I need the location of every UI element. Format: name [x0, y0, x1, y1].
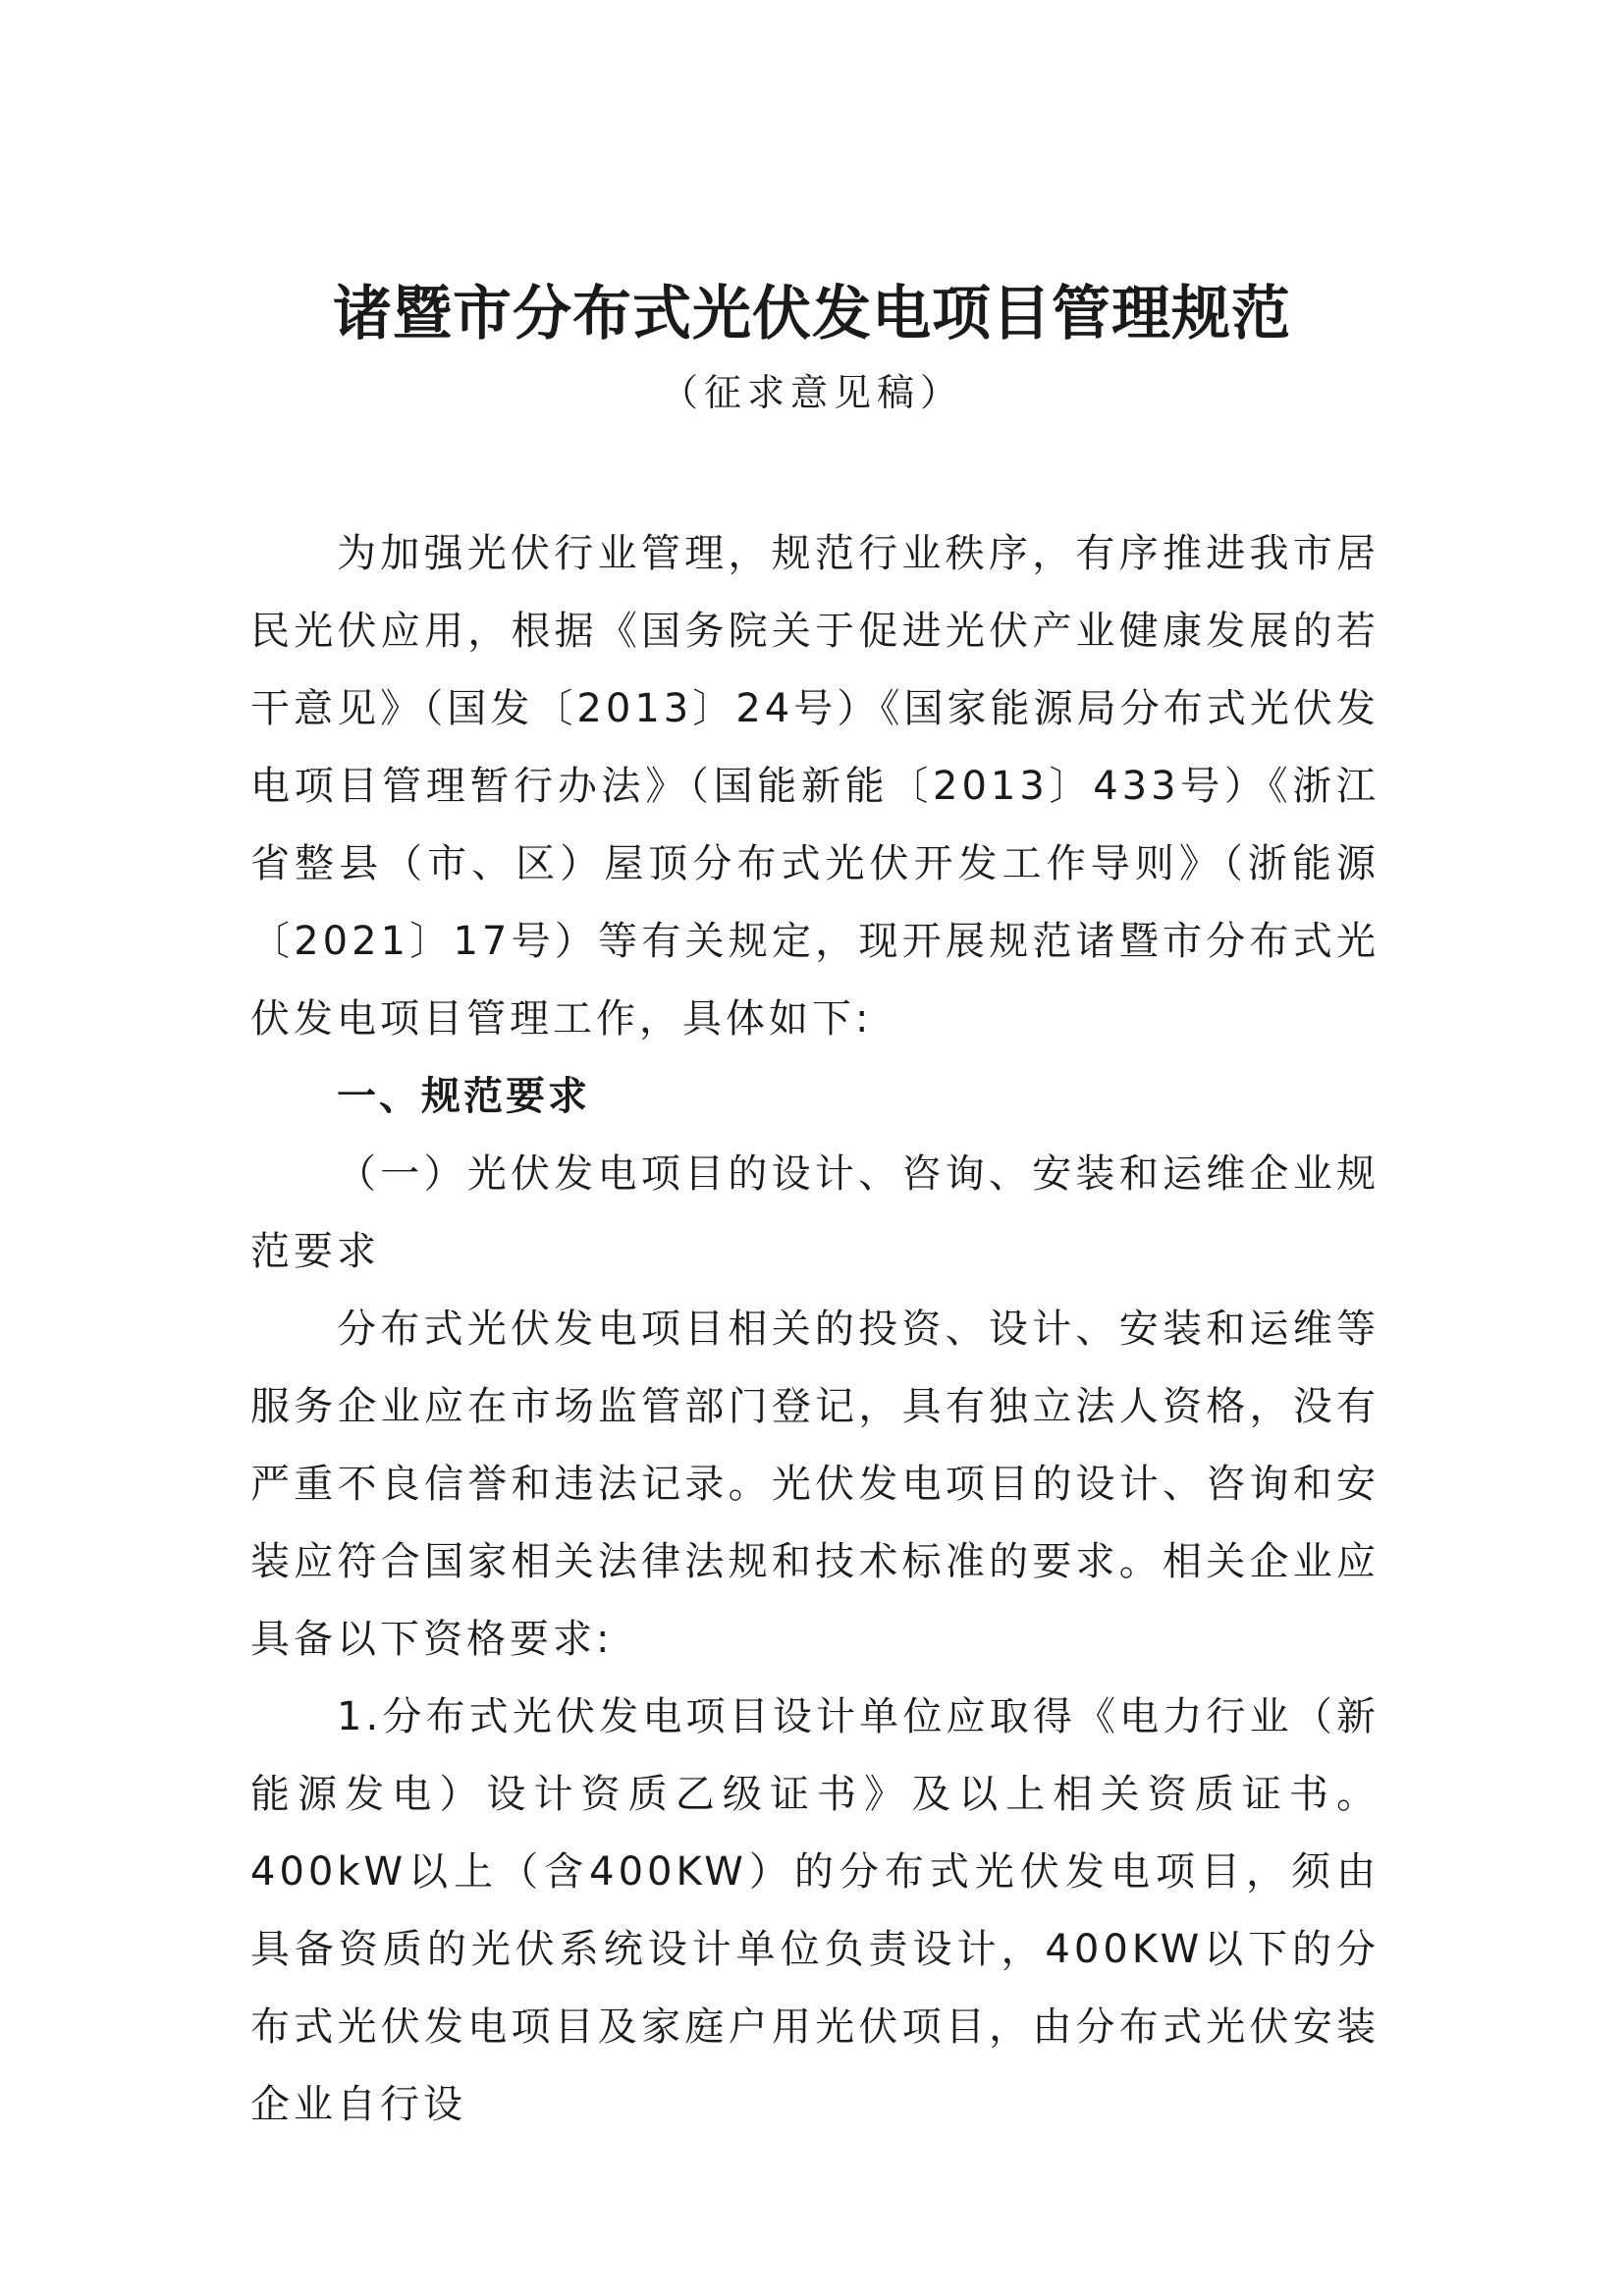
section-heading-1: 一、规范要求	[337, 1074, 590, 1119]
body-paragraph-1: 分布式光伏发电项目相关的投资、设计、安装和运维等服务企业应在市场监管部门登记，具有独立法人资格，没有严重不良信誉和违法记录。光伏发电项目的设计、咨询和安装应符合国家相关法律法规和技术标准的要求。相关企业应具备以下资格要求:	[250, 1307, 1380, 1662]
document-body	[250, 515, 1380, 2144]
subsection-heading-1: （一）光伏发电项目的设计、咨询、安装和运维企业规范要求	[250, 1151, 1380, 1274]
intro-paragraph: 为加强光伏行业管理，规范行业秩序，有序推进我市居民光伏应用，根据《国务院关于促进光伏产业健康发展的若干意见》（国发〔2013〕24号）《国家能源局分布式光伏发电项目管理暂行办法》（国能新能〔2013〕433号）《浙江省整县（市、区）屋顶分布式光伏开发工作导则》（浙能源〔2021〕17号）等有关规定，现开展规范诸暨市分布式光伏发电项目管理工作，具体如下:	[250, 531, 1380, 1041]
document-title: 诸暨市分布式光伏发电项目管理规范	[333, 280, 1291, 348]
list-item-1: 1.分布式光伏发电项目设计单位应取得《电力行业（新能源发电）设计资质乙级证书》及以上相关资质证书。400kW以上（含400KW）的分布式光伏发电项目，须由具备资质的光伏系统设计单位负责设计，400KW以下的分布式光伏发电项目及家庭户用光伏项目，由分布式光伏安装企业自行设	[250, 1694, 1380, 2127]
document-subtitle: （征求意见稿）	[660, 371, 963, 414]
